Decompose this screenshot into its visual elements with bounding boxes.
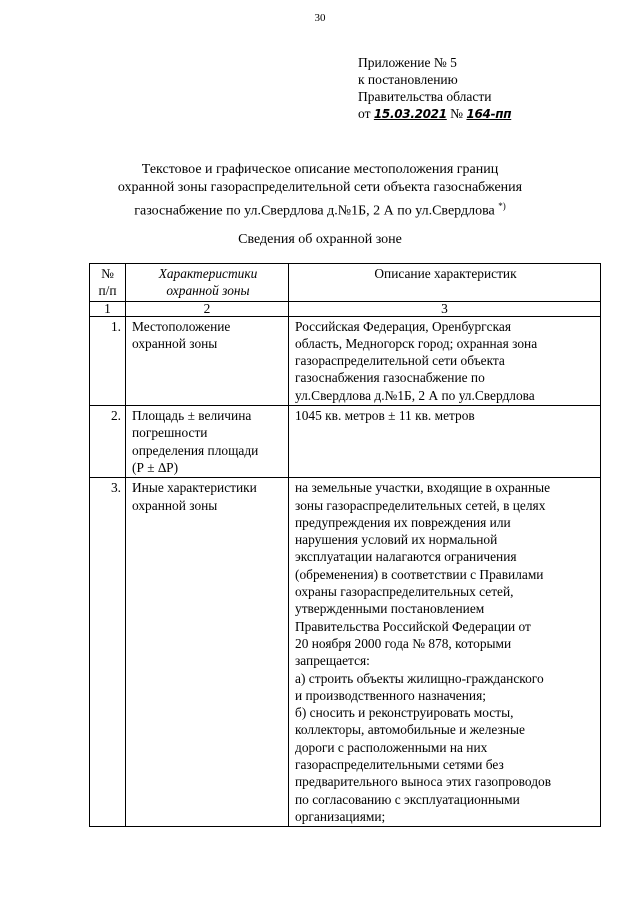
title-line-1: Текстовое и графическое описание местоположения границ (141, 162, 499, 177)
description-line: охраны газораспределительных сетей, (295, 584, 514, 600)
description-line: а) строить объекты жилищно-гражданского (295, 670, 544, 686)
col-number-1: 1 (90, 301, 126, 316)
characteristic-line: определения площади (132, 442, 259, 458)
handwritten-number: 164-пп (466, 107, 512, 121)
handwritten-date: 15.03.2021 (373, 107, 447, 121)
description-line: ул.Свердлова д.№1Б, 2 А по ул.Свердлова (295, 387, 535, 403)
characteristic-line: Иные характеристики (132, 480, 257, 496)
row-number: 1. (90, 316, 126, 405)
description-line: и производственного назначения; (295, 687, 486, 703)
description-line: 1045 кв. метров ± 11 кв. метров (295, 408, 475, 424)
appendix-line-2: к постановлению (358, 72, 458, 87)
description-line: 20 ноября 2000 года № 878, которыми (295, 635, 512, 651)
row-description (289, 406, 601, 478)
row-characteristic (126, 478, 289, 827)
row-characteristic (126, 406, 289, 478)
appendix-line-3: Правительства области (358, 89, 492, 104)
section-subtitle: Сведения об охранной зоне (238, 232, 402, 247)
row-number: 3. (90, 478, 126, 827)
description-line: зоны газораспределительных сетей, в целях (295, 497, 546, 513)
title-line-3-text: газоснабжение по ул.Свердлова д.№1Б, 2 А по ул.Свердлова (134, 203, 495, 219)
characteristic-line: Площадь ± величина (132, 408, 252, 424)
table-header-row (90, 264, 601, 302)
header-char-line-2: охранной зоны (166, 283, 250, 299)
description-line: Правительства Российской Федерации от (295, 618, 531, 634)
title-line-2: охранной зоны газораспределительной сети объекта газоснабжения (117, 180, 523, 195)
table-body (90, 316, 601, 827)
description-line: эксплуатации налагаются ограничения (295, 549, 517, 565)
header-description: Описание характеристик (289, 264, 601, 302)
table-row (90, 406, 601, 478)
description-line: Российская Федерация, Оренбургская (295, 318, 511, 334)
description-line: организациями; (295, 808, 386, 824)
characteristic-line: охранной зоны (132, 497, 218, 513)
row-number: 2. (90, 406, 126, 478)
row-description (289, 316, 601, 405)
description-line: (обременения) в соответствии с Правилами (295, 566, 544, 582)
column-number-row (90, 301, 601, 316)
description-line: газораспределительными сетями без (295, 757, 504, 773)
appendix-line-1: Приложение № 5 (358, 55, 457, 70)
description-line: запрещается: (295, 653, 370, 669)
header-number (90, 264, 126, 302)
header-characteristics (126, 264, 289, 302)
characteristic-line: Местоположение (132, 318, 231, 334)
description-line: нарушения условий их нормальной (295, 532, 498, 548)
col-number-2: 2 (126, 301, 289, 316)
from-word: от (358, 106, 371, 121)
appendix-block (358, 54, 511, 123)
col-number-3: 3 (289, 301, 601, 316)
number-sign: № (450, 106, 464, 121)
description-line: коллекторы, автомобильные и железные (295, 722, 525, 738)
protection-zone-table (89, 263, 601, 827)
footnote-mark: *) (498, 201, 506, 211)
appendix-line-4 (358, 105, 511, 123)
characteristic-line: погрешности (132, 425, 208, 441)
table-row (90, 316, 601, 405)
document-title (60, 161, 580, 221)
description-line: предупреждения их повреждения или (295, 514, 511, 530)
page-number: 30 (314, 12, 326, 24)
characteristic-line: (Р ± ∆Р) (132, 459, 179, 475)
header-number-line-1: № (101, 266, 114, 281)
title-line-3 (60, 197, 580, 221)
header-char-line-1: Характеристики (158, 266, 258, 281)
description-line: область, Медногорск город; охранная зона (295, 335, 538, 351)
description-line: дороги с расположенными на них (295, 739, 488, 755)
description-line: предварительного выноса этих газопроводов (295, 774, 552, 790)
row-characteristic (126, 316, 289, 405)
description-line: утвержденными постановлением (295, 601, 485, 617)
description-line: б) сносить и реконструировать мосты, (295, 705, 514, 721)
description-line: по согласованию с эксплуатационными (295, 791, 520, 807)
description-line: газоснабжения газоснабжение по (295, 370, 485, 386)
header-number-line-2: п/п (98, 283, 117, 299)
row-description (289, 478, 601, 827)
description-line: на земельные участки, входящие в охранные (295, 480, 551, 496)
characteristic-line: охранной зоны (132, 335, 218, 351)
table-row (90, 478, 601, 827)
description-line: газораспределительной сети объекта (295, 353, 505, 369)
